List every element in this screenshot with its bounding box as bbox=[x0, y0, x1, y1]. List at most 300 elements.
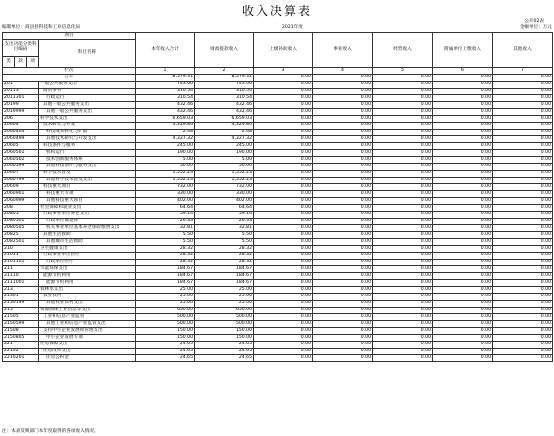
row-value: 0.00 bbox=[254, 287, 313, 294]
row-value: 184.67 bbox=[195, 280, 254, 287]
row-value: 500.00 bbox=[136, 314, 195, 321]
row-value: 0.00 bbox=[254, 88, 313, 95]
row-code: 22102 bbox=[3, 348, 39, 355]
row-value: 0.00 bbox=[433, 266, 493, 273]
row-subject-name: 其他一般公共服务支出 bbox=[39, 109, 136, 116]
row-value: 0.00 bbox=[313, 287, 373, 294]
money-unit-label: 金额单位：万元 bbox=[519, 25, 552, 30]
total-cell: 0.00 bbox=[433, 74, 493, 81]
row-subject-name: 其他农业农村支出 bbox=[39, 300, 136, 307]
row-value: 0.00 bbox=[493, 170, 553, 177]
row-subject-name: 科学技术支出 bbox=[39, 115, 136, 122]
row-value: 1,552.23 bbox=[195, 170, 254, 177]
row-value: 0.00 bbox=[313, 252, 373, 259]
row-value: 0.00 bbox=[433, 334, 493, 341]
unit-label: 编制单位：商县县科技和工业信息化局 bbox=[2, 25, 81, 30]
row-code: 2150805 bbox=[3, 334, 39, 341]
row-value: 0.00 bbox=[313, 211, 373, 218]
row-code: 2060599 bbox=[3, 163, 39, 170]
row-value: 0.00 bbox=[313, 95, 373, 102]
row-value: 0.00 bbox=[373, 328, 433, 335]
row-value: 26.33 bbox=[195, 218, 254, 225]
year-label: 2021年度 bbox=[282, 25, 303, 30]
row-value: 0.00 bbox=[313, 273, 373, 280]
row-value: 184.67 bbox=[136, 280, 195, 287]
row-value: 245.00 bbox=[195, 143, 254, 150]
row-subject-name: 科技成果转化与扩散 bbox=[39, 129, 136, 136]
row-code: 2011301 bbox=[3, 95, 39, 102]
row-code: 21505 bbox=[3, 314, 39, 321]
table-row bbox=[3, 95, 553, 102]
row-subject-name: 其他科技条件与服务支出 bbox=[39, 163, 136, 170]
table-row bbox=[3, 184, 553, 191]
row-value: 0.00 bbox=[254, 163, 313, 170]
table-row bbox=[3, 143, 553, 150]
header-xiang: 项 bbox=[27, 57, 39, 68]
row-value: 25.00 bbox=[136, 300, 195, 307]
row-value: 732.00 bbox=[136, 184, 195, 191]
row-value: 0.00 bbox=[433, 321, 493, 328]
row-value: 0.00 bbox=[254, 314, 313, 321]
row-code: 2150599 bbox=[3, 321, 39, 328]
row-subject-name: 行政单位医疗 bbox=[39, 259, 136, 266]
income-table bbox=[2, 32, 553, 362]
row-subject-name: 社会保障和就业支出 bbox=[39, 204, 136, 211]
row-value: 6,659.03 bbox=[195, 115, 254, 122]
row-value: 0.00 bbox=[313, 102, 373, 109]
row-value: 0.00 bbox=[373, 287, 433, 294]
table-row bbox=[3, 328, 553, 335]
table-row bbox=[3, 287, 553, 294]
row-value: 0.00 bbox=[493, 266, 553, 273]
row-value: 50.00 bbox=[195, 163, 254, 170]
row-value: 0.00 bbox=[373, 109, 433, 116]
row-value: 0.00 bbox=[493, 204, 553, 211]
row-code: 2130199 bbox=[3, 300, 39, 307]
total-label: 合计 bbox=[3, 74, 136, 81]
row-value: 0.00 bbox=[433, 245, 493, 252]
row-value: 0.00 bbox=[373, 88, 433, 95]
row-value: 0.00 bbox=[493, 163, 553, 170]
table-row bbox=[3, 150, 553, 157]
row-value: 64.64 bbox=[195, 204, 254, 211]
row-value: 0.00 bbox=[373, 81, 433, 88]
row-value: 0.00 bbox=[254, 109, 313, 116]
row-value: 0.00 bbox=[373, 129, 433, 136]
header-col-7: 其他收入 bbox=[493, 33, 553, 68]
header-col-1: 本年收入合计 bbox=[136, 33, 195, 68]
row-value: 28.32 bbox=[136, 245, 195, 252]
row-value: 25.00 bbox=[195, 293, 254, 300]
row-value: 0.00 bbox=[254, 280, 313, 287]
table-row bbox=[3, 293, 553, 300]
row-value: 0.00 bbox=[493, 88, 553, 95]
row-value: 0.00 bbox=[313, 184, 373, 191]
total-cell: 0.00 bbox=[373, 74, 433, 81]
row-subject-name: 科技条件与服务 bbox=[39, 143, 136, 150]
row-value: 0.00 bbox=[433, 300, 493, 307]
row-value: 0.00 bbox=[433, 211, 493, 218]
col-num-7: 7 bbox=[493, 68, 553, 75]
row-value: 0.00 bbox=[373, 273, 433, 280]
row-value: 0.00 bbox=[373, 307, 433, 314]
row-code: 201 bbox=[3, 81, 39, 88]
row-code: 20609 bbox=[3, 184, 39, 191]
row-subject-name: 其他科学技术普及支出 bbox=[39, 177, 136, 184]
row-value: 0.00 bbox=[313, 280, 373, 287]
row-value: 6,659.03 bbox=[136, 115, 195, 122]
row-code: 2060499 bbox=[3, 136, 39, 143]
row-value: 0.00 bbox=[373, 280, 433, 287]
row-value: 0.00 bbox=[313, 218, 373, 225]
table-row bbox=[3, 314, 553, 321]
row-value: 0.00 bbox=[313, 170, 373, 177]
row-code: 2060799 bbox=[3, 177, 39, 184]
row-value: 25.00 bbox=[195, 287, 254, 294]
header-col-5: 经营收入 bbox=[373, 33, 433, 68]
table-row bbox=[3, 211, 553, 218]
row-subject-name: 机构运行 bbox=[39, 150, 136, 157]
table-row bbox=[3, 334, 553, 341]
row-value: 0.00 bbox=[493, 225, 553, 232]
row-code: 210 bbox=[3, 245, 39, 252]
header-subject-name: 科目名称 bbox=[39, 40, 136, 68]
row-value: 0.00 bbox=[493, 314, 553, 321]
table-row bbox=[3, 81, 553, 88]
row-value: 4,327.32 bbox=[136, 136, 195, 143]
row-code: 211 bbox=[3, 266, 39, 273]
row-code: 20113 bbox=[3, 88, 39, 95]
row-code: 2060999 bbox=[3, 198, 39, 205]
row-value: 0.00 bbox=[373, 225, 433, 232]
row-value: 0.00 bbox=[254, 252, 313, 259]
report-meta bbox=[2, 24, 552, 31]
row-value: 0.00 bbox=[313, 328, 373, 335]
row-value: 0.00 bbox=[433, 95, 493, 102]
row-value: 32.81 bbox=[195, 225, 254, 232]
row-value: 0.00 bbox=[313, 115, 373, 122]
row-subject-name: 资源勘探工业信息等支出 bbox=[39, 307, 136, 314]
header-col-4: 事业收入 bbox=[313, 33, 373, 68]
row-code: 2080501 bbox=[3, 218, 39, 225]
row-value: 0.00 bbox=[254, 307, 313, 314]
row-value: 0.00 bbox=[493, 211, 553, 218]
row-code: 206 bbox=[3, 115, 39, 122]
row-value: 0.00 bbox=[433, 177, 493, 184]
row-code: 20605 bbox=[3, 143, 39, 150]
row-subject-name: 科技重大专项 bbox=[39, 191, 136, 198]
row-value: 0.00 bbox=[313, 163, 373, 170]
table-row bbox=[3, 170, 553, 177]
row-code: 2060404 bbox=[3, 129, 39, 136]
row-value: 0.00 bbox=[254, 143, 313, 150]
row-value: 24.65 bbox=[136, 341, 195, 348]
row-value: 0.00 bbox=[493, 143, 553, 150]
row-value: 0.00 bbox=[493, 300, 553, 307]
row-value: 25.00 bbox=[195, 300, 254, 307]
row-code: 21110 bbox=[3, 273, 39, 280]
row-code: 2082501 bbox=[3, 239, 39, 246]
row-value: 0.00 bbox=[373, 341, 433, 348]
row-value: 432.46 bbox=[136, 102, 195, 109]
row-value: 0.00 bbox=[254, 245, 313, 252]
row-value: 0.00 bbox=[373, 198, 433, 205]
row-value: 0.00 bbox=[373, 348, 433, 355]
row-value: 0.00 bbox=[433, 225, 493, 232]
row-value: 0.00 bbox=[313, 300, 373, 307]
row-value: 184.67 bbox=[136, 266, 195, 273]
row-value: 0.00 bbox=[373, 204, 433, 211]
total-cell: 8,579.31 bbox=[195, 74, 254, 81]
row-value: 0.00 bbox=[493, 156, 553, 163]
row-value: 0.00 bbox=[493, 232, 553, 239]
row-subject-name: 节能环保支出 bbox=[39, 266, 136, 273]
table-row bbox=[3, 191, 553, 198]
row-value: 0.00 bbox=[493, 273, 553, 280]
row-value: 0.00 bbox=[373, 252, 433, 259]
row-value: 0.00 bbox=[254, 321, 313, 328]
row-value: 5.00 bbox=[195, 156, 254, 163]
row-value: 310.54 bbox=[195, 95, 254, 102]
row-value: 0.00 bbox=[254, 170, 313, 177]
row-subject-name: 其他生活救助 bbox=[39, 232, 136, 239]
row-value: 310.54 bbox=[136, 88, 195, 95]
row-value: 64.64 bbox=[136, 204, 195, 211]
page-title: 收入决算表 bbox=[241, 4, 312, 18]
table-row bbox=[3, 348, 553, 355]
row-value: 0.00 bbox=[254, 232, 313, 239]
row-subject-name: 支持中小企业发展和管理支出 bbox=[39, 328, 136, 335]
table-row bbox=[3, 204, 553, 211]
row-value: 5.00 bbox=[136, 156, 195, 163]
table-row bbox=[3, 232, 553, 239]
row-subject-name: 行政运行 bbox=[39, 95, 136, 102]
row-value: 0.00 bbox=[254, 102, 313, 109]
row-value: 0.00 bbox=[433, 252, 493, 259]
row-value: 0.00 bbox=[433, 184, 493, 191]
row-subject-name: 科学技术普及 bbox=[39, 170, 136, 177]
table-row bbox=[3, 109, 553, 116]
row-value: 0.00 bbox=[433, 341, 493, 348]
row-value: 0.00 bbox=[373, 191, 433, 198]
row-subject-name: 其他技术研究与开发支出 bbox=[39, 136, 136, 143]
row-value: 0.00 bbox=[313, 122, 373, 129]
table-row bbox=[3, 198, 553, 205]
row-value: 0.00 bbox=[254, 239, 313, 246]
row-value: 402.00 bbox=[136, 198, 195, 205]
row-value: 0.00 bbox=[493, 245, 553, 252]
row-value: 0.00 bbox=[313, 136, 373, 143]
row-value: 500.00 bbox=[195, 314, 254, 321]
row-subject-name: 科技重大项目 bbox=[39, 184, 136, 191]
row-value: 0.00 bbox=[254, 191, 313, 198]
row-subject-name: 工业和信息产业监管 bbox=[39, 314, 136, 321]
row-value: 0.00 bbox=[373, 163, 433, 170]
row-value: 0.00 bbox=[373, 156, 433, 163]
row-value: 0.00 bbox=[433, 328, 493, 335]
row-value: 0.00 bbox=[433, 198, 493, 205]
col-num-1: 1 bbox=[136, 68, 195, 75]
row-value: 0.00 bbox=[313, 156, 373, 163]
row-value: 150.00 bbox=[195, 328, 254, 335]
row-code: 2111001 bbox=[3, 280, 39, 287]
row-value: 0.00 bbox=[313, 355, 373, 362]
row-value: 5.50 bbox=[195, 239, 254, 246]
row-value: 0.00 bbox=[433, 115, 493, 122]
row-value: 0.00 bbox=[313, 239, 373, 246]
row-value: 24.65 bbox=[195, 348, 254, 355]
row-value: 0.00 bbox=[493, 287, 553, 294]
total-cell: 0.00 bbox=[313, 74, 373, 81]
row-value: 0.00 bbox=[313, 177, 373, 184]
row-subject-name: 商贸事务 bbox=[39, 88, 136, 95]
row-value: 310.54 bbox=[195, 88, 254, 95]
header-col-3: 上级补助收入 bbox=[254, 33, 313, 68]
row-value: 0.00 bbox=[313, 81, 373, 88]
row-value: 0.00 bbox=[433, 129, 493, 136]
row-code: 21011 bbox=[3, 252, 39, 259]
table-row bbox=[3, 259, 553, 266]
row-value: 0.00 bbox=[254, 259, 313, 266]
row-value: 0.00 bbox=[313, 293, 373, 300]
row-value: 0.00 bbox=[313, 150, 373, 157]
row-value: 0.00 bbox=[493, 109, 553, 116]
row-value: 0.00 bbox=[493, 81, 553, 88]
row-value: 0.00 bbox=[373, 355, 433, 362]
row-code: 2101101 bbox=[3, 259, 39, 266]
row-value: 0.00 bbox=[493, 280, 553, 287]
row-value: 0.00 bbox=[254, 204, 313, 211]
row-value: 0.00 bbox=[254, 95, 313, 102]
row-value: 0.00 bbox=[433, 307, 493, 314]
total-cell: 0.00 bbox=[254, 74, 313, 81]
row-value: 24.65 bbox=[136, 355, 195, 362]
row-value: 743.00 bbox=[136, 81, 195, 88]
row-value: 0.00 bbox=[254, 355, 313, 362]
table-row bbox=[3, 122, 553, 129]
row-value: 743.00 bbox=[195, 81, 254, 88]
table-row bbox=[3, 266, 553, 273]
row-code: 20805 bbox=[3, 211, 39, 218]
row-value: 0.00 bbox=[254, 81, 313, 88]
row-value: 0.00 bbox=[433, 163, 493, 170]
row-subject-name: 其他科技重大项目 bbox=[39, 198, 136, 205]
row-value: 0.00 bbox=[373, 232, 433, 239]
row-code: 2060501 bbox=[3, 150, 39, 157]
row-value: 4,329.80 bbox=[136, 122, 195, 129]
row-value: 25.00 bbox=[136, 293, 195, 300]
row-value: 0.00 bbox=[254, 177, 313, 184]
row-value: 0.00 bbox=[373, 102, 433, 109]
row-value: 0.00 bbox=[313, 143, 373, 150]
row-subject-name: 能源节约利用 bbox=[39, 273, 136, 280]
row-subject-name: 农业农村 bbox=[39, 293, 136, 300]
row-value: 0.00 bbox=[493, 348, 553, 355]
row-value: 184.67 bbox=[136, 273, 195, 280]
header-col-6: 附属单位上缴收入 bbox=[433, 33, 493, 68]
row-value: 50.00 bbox=[136, 163, 195, 170]
row-value: 150.00 bbox=[195, 334, 254, 341]
table-row bbox=[3, 300, 553, 307]
row-value: 0.00 bbox=[493, 252, 553, 259]
table-row bbox=[3, 252, 553, 259]
row-value: 0.00 bbox=[313, 266, 373, 273]
row-code: 2019999 bbox=[3, 109, 39, 116]
row-value: 0.00 bbox=[433, 239, 493, 246]
row-value: 0.00 bbox=[313, 129, 373, 136]
col-num-2: 2 bbox=[195, 68, 254, 75]
row-value: 184.67 bbox=[195, 273, 254, 280]
row-value: 0.00 bbox=[373, 239, 433, 246]
row-value: 28.32 bbox=[195, 259, 254, 266]
row-value: 2.48 bbox=[195, 129, 254, 136]
row-value: 0.00 bbox=[254, 136, 313, 143]
row-subject-name: 住房保障支出 bbox=[39, 341, 136, 348]
row-value: 0.00 bbox=[313, 341, 373, 348]
row-value: 0.00 bbox=[373, 211, 433, 218]
row-subject-name: 卫生健康支出 bbox=[39, 245, 136, 252]
row-value: 4,329.80 bbox=[195, 122, 254, 129]
row-value: 500.00 bbox=[136, 321, 195, 328]
row-value: 0.00 bbox=[254, 115, 313, 122]
row-value: 0.00 bbox=[254, 129, 313, 136]
row-value: 0.00 bbox=[433, 273, 493, 280]
row-value: 0.00 bbox=[373, 266, 433, 273]
table-row bbox=[3, 163, 553, 170]
row-value: 0.00 bbox=[433, 348, 493, 355]
row-code: 20825 bbox=[3, 232, 39, 239]
row-value: 0.00 bbox=[373, 150, 433, 157]
row-value: 190.00 bbox=[195, 150, 254, 157]
row-value: 150.00 bbox=[136, 334, 195, 341]
row-value: 0.00 bbox=[313, 232, 373, 239]
table-row bbox=[3, 88, 553, 95]
row-code: 213 bbox=[3, 287, 39, 294]
row-value: 24.65 bbox=[136, 348, 195, 355]
row-value: 0.00 bbox=[493, 136, 553, 143]
row-value: 650.00 bbox=[195, 307, 254, 314]
row-value: 1,552.23 bbox=[136, 177, 195, 184]
row-code: 2060502 bbox=[3, 156, 39, 163]
row-subject-name: 住房改革支出 bbox=[39, 348, 136, 355]
row-value: 0.00 bbox=[313, 191, 373, 198]
row-value: 0.00 bbox=[254, 334, 313, 341]
footnote: 注：本表反映部门本年度取得的各项收入情况。 bbox=[2, 429, 99, 434]
row-subject-name: 技术创新服务体系 bbox=[39, 156, 136, 163]
row-value: 184.67 bbox=[195, 266, 254, 273]
row-value: 0.00 bbox=[493, 307, 553, 314]
row-value: 0.00 bbox=[493, 341, 553, 348]
row-subject-name: 中小企业发展专项 bbox=[39, 334, 136, 341]
row-value: 432.46 bbox=[136, 109, 195, 116]
header-lei: 类 bbox=[3, 57, 15, 68]
row-value: 330.00 bbox=[136, 191, 195, 198]
row-value: 5.50 bbox=[195, 232, 254, 239]
row-value: 0.00 bbox=[373, 300, 433, 307]
table-row bbox=[3, 273, 553, 280]
row-value: 0.00 bbox=[433, 293, 493, 300]
row-value: 0.00 bbox=[254, 293, 313, 300]
table-row bbox=[3, 341, 553, 348]
row-value: 0.00 bbox=[313, 225, 373, 232]
row-value: 24.65 bbox=[195, 355, 254, 362]
row-value: 0.00 bbox=[433, 122, 493, 129]
row-value: 190.00 bbox=[136, 150, 195, 157]
row-value: 0.00 bbox=[433, 170, 493, 177]
row-value: 0.00 bbox=[373, 136, 433, 143]
row-value: 732.00 bbox=[195, 184, 254, 191]
row-code: 20607 bbox=[3, 170, 39, 177]
